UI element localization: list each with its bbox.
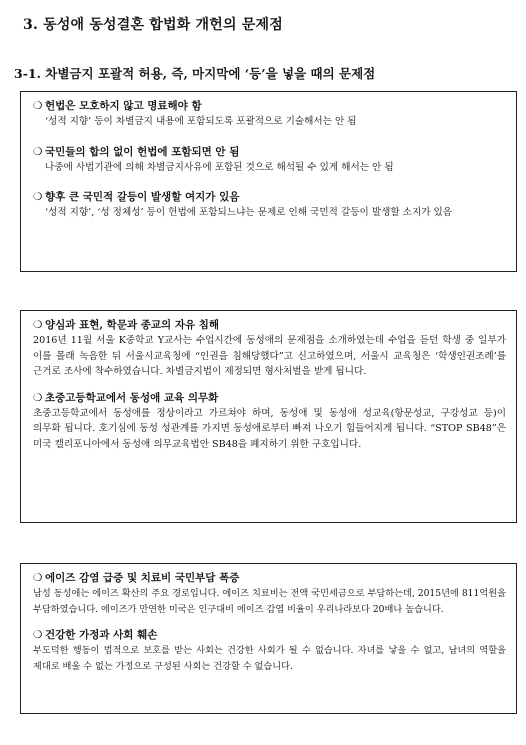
list-item bbox=[33, 98, 506, 130]
subsection-heading: 3-1. 차별금지 포괄적 허용, 즉, 마지막에 ‘등’을 넣을 때의 문제점 bbox=[14, 66, 376, 81]
item-body: 나중에 사법기관에 의해 차별금지사유에 포함된 것으로 해석될 수 있게 해서는 안 됨 bbox=[45, 161, 394, 173]
section-heading: 3. 동성애 동성결혼 합법화 개헌의 문제점 bbox=[23, 17, 283, 33]
item-body: 2016년 11월 서울 K중학교 Y교사는 수업시간에 동성애의 문제점을 소개하였는데 수업을 듣던 학생 중 일부가 이를 몰래 녹음한 뒤 서울시교육청에 “인권을 침해당했다”고 신고하였으며, 서울시 교육청은 ‘학생인권조례’를 근거로 조사에 착수하였습니다. 차별금지법이 제정되면 형사처벌을 받게 됩니다. bbox=[33, 335, 506, 377]
circle-bullet-icon: ❍ bbox=[33, 391, 43, 404]
item-body: 초중고등학교에서 동성애를 정상이라고 가르쳐야 하며, 동성애 및 동성애 성교육(항문성교, 구강성교 등)이 의무화 됩니다. 호기심에 동성 성관계를 가지면 동성애로부터 빠져 나오기 힘들어지게 됩니다. “STOP SB48”은 미국 캘리포니아에서 동성애 의무교육법안 SB48을 폐지하기 위한 구호입니다. bbox=[33, 407, 506, 450]
item-title: 초중고등학교에서 동성애 교육 의무화 bbox=[45, 391, 219, 404]
item-title: 에이즈 감염 급증 및 치료비 국민부담 폭증 bbox=[45, 572, 240, 584]
item-body: ‘성적 지향’ 등이 차별금지 내용에 포함되도록 포괄적으로 기술해서는 안 됨 bbox=[45, 116, 357, 127]
item-body: 부도덕한 행동이 법적으로 보호를 받는 사회는 건강한 사회가 될 수 없습니다. 자녀를 낳을 수 없고, 남녀의 역할을 제대로 배울 수 없는 가정으로 구성된 사회는 건강할 수 없습니다. bbox=[33, 645, 506, 672]
item-title: 양심과 표현, 학문과 종교의 자유 침해 bbox=[45, 319, 220, 331]
issues-box-freedom-education bbox=[20, 310, 517, 523]
circle-bullet-icon: ❍ bbox=[33, 572, 43, 584]
circle-bullet-icon: ❍ bbox=[33, 319, 43, 331]
item-body: 남성 동성애는 에이즈 확산의 주요 경로입니다. 에이즈 치료비는 전액 국민세금으로 부담하는데, 2015년에 811억원을 부담하였습니다. 에이즈가 만연한 미국은 인구대비 에이즈 감염 비율이 우리나라보다 20배나 높습니다. bbox=[33, 588, 506, 615]
circle-bullet-icon: ❍ bbox=[33, 629, 43, 641]
item-title: 건강한 가정과 사회 훼손 bbox=[45, 629, 158, 641]
issues-box-constitution bbox=[20, 91, 517, 272]
item-body: ‘성적 지향’, ‘성 정체성’ 등이 헌법에 포함되느냐는 문제로 인해 국민적 갈등이 발생할 소지가 있음 bbox=[45, 207, 453, 218]
list-item bbox=[33, 390, 506, 453]
list-item bbox=[33, 570, 506, 617]
item-title: 국민들의 합의 없이 헌법에 포함되면 안 됨 bbox=[45, 145, 240, 158]
issues-box-health-society bbox=[20, 563, 517, 714]
list-item bbox=[33, 317, 506, 380]
circle-bullet-icon: ❍ bbox=[33, 145, 43, 158]
circle-bullet-icon: ❍ bbox=[33, 191, 43, 203]
list-item bbox=[33, 189, 506, 221]
circle-bullet-icon: ❍ bbox=[33, 100, 43, 112]
list-item bbox=[33, 627, 506, 674]
list-item bbox=[33, 144, 506, 176]
item-title: 헌법은 모호하지 않고 명료해야 함 bbox=[45, 100, 202, 112]
item-title: 향후 큰 국민적 갈등이 발생할 여지가 있음 bbox=[45, 191, 240, 203]
